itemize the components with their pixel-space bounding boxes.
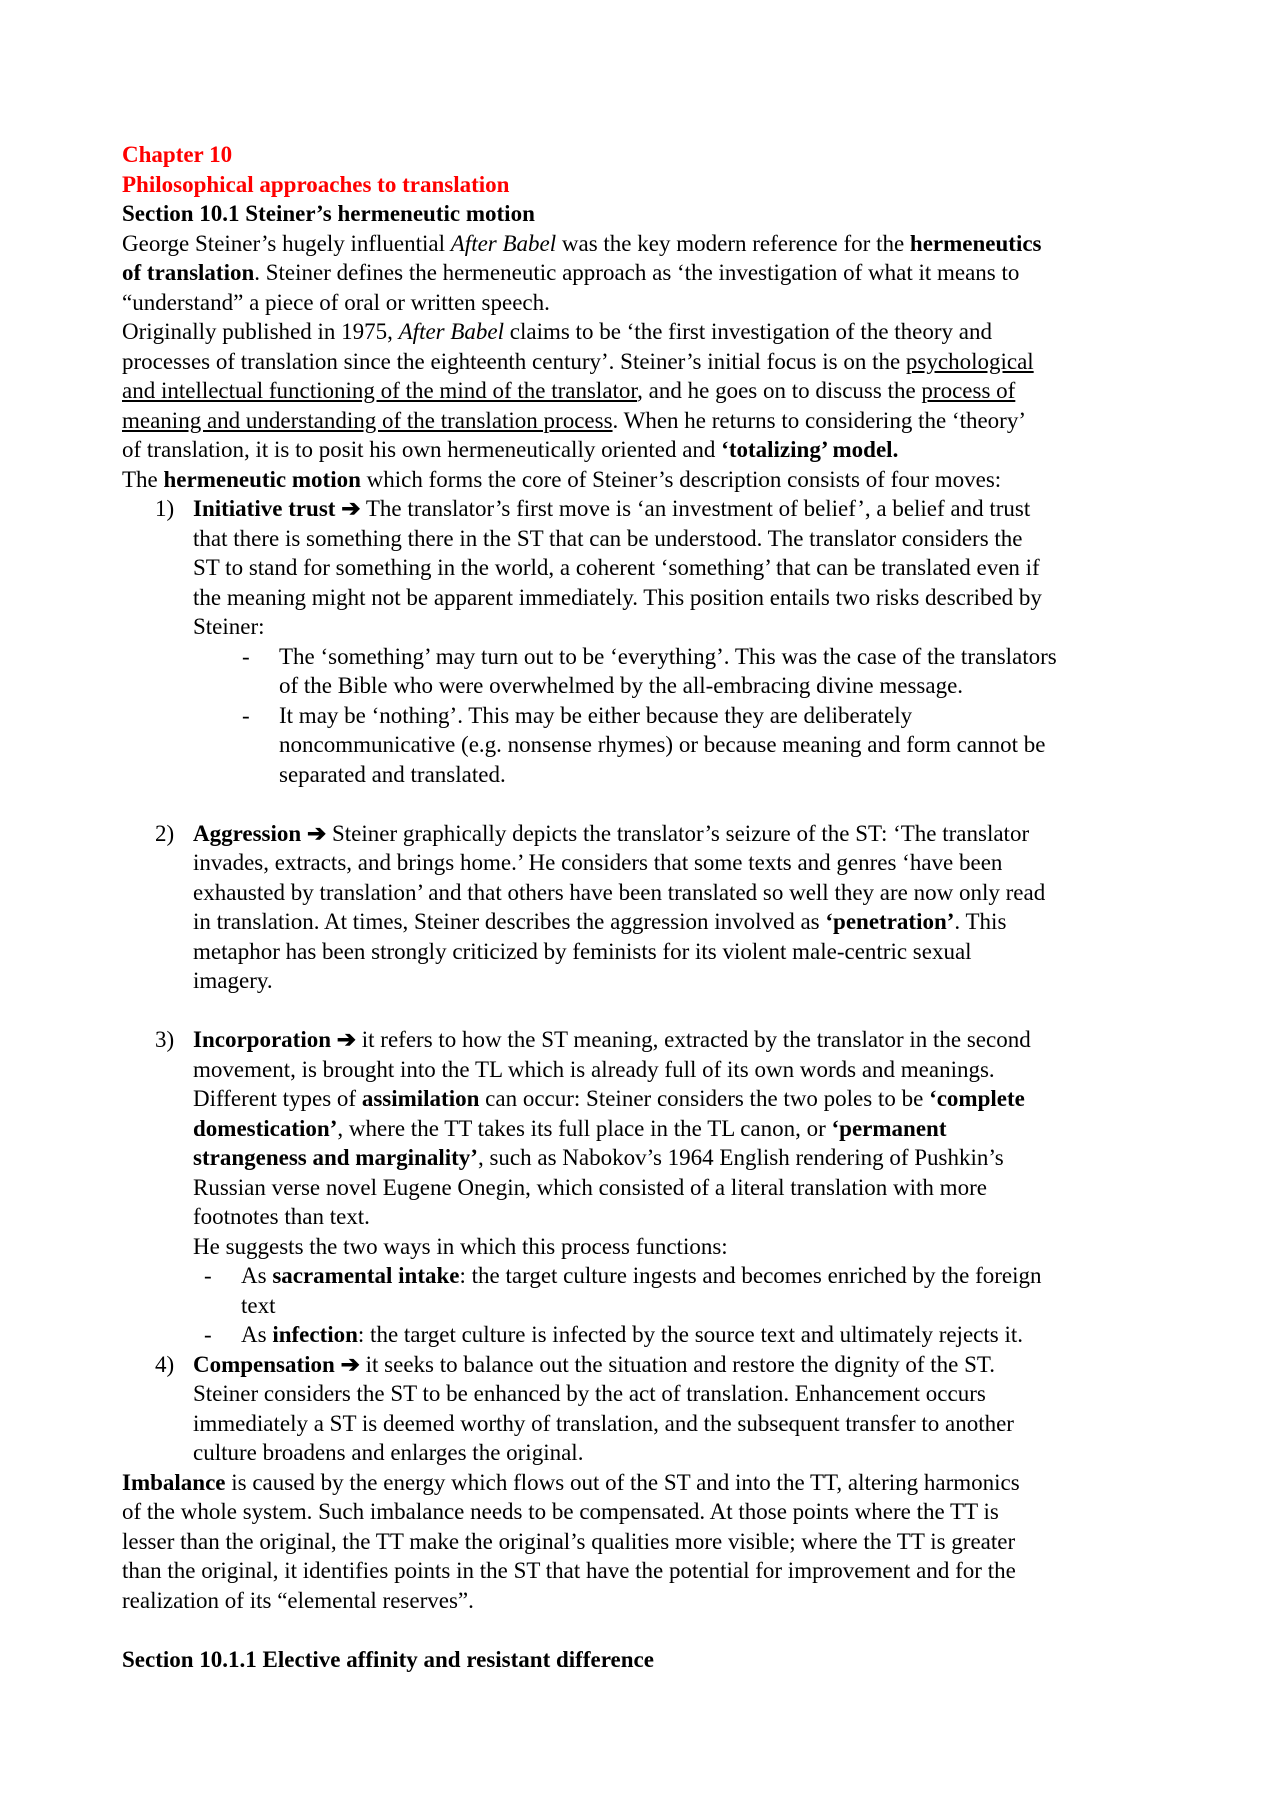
text-line: [122, 229, 1202, 259]
bold-text: Initiative trust ➔: [193, 496, 361, 521]
chapter-subtitle: [122, 170, 1202, 200]
text-run: processes of translation since the eighteenth century’. Steiner’s initial focus is on the: [122, 348, 906, 374]
text-run: than the original, it identifies points in the ST that have the potential for improvement and for the: [122, 1558, 1016, 1583]
text-line: [279, 642, 1202, 672]
underlined-text: process of: [921, 378, 1016, 403]
bold-text: assimilation: [361, 1086, 480, 1111]
bold-text: ‘permanent: [831, 1115, 947, 1141]
text-line: [122, 317, 1202, 347]
text-line: [122, 258, 1202, 288]
italic-text: After Babel: [398, 319, 505, 344]
text-line: [193, 1379, 1202, 1409]
bold-text: hermeneutics: [909, 230, 1042, 256]
text-line: [193, 1438, 1202, 1468]
text-line: [193, 553, 1202, 583]
underlined-text: meaning and understanding of the translation process: [122, 407, 613, 433]
text-line: [193, 1350, 1202, 1380]
text-line: [193, 1114, 1202, 1144]
blank-line: [122, 996, 1202, 1026]
bold-text: Aggression ➔: [193, 820, 327, 846]
text-run: , such as Nabokov’s 1964 English rendering of Pushkin’s: [477, 1145, 1004, 1170]
text-run: of the whole system. Such imbalance needs to be compensated. At those points where the TT is: [122, 1499, 999, 1524]
paragraph: [122, 465, 1202, 495]
list-number: 1): [155, 496, 175, 521]
text-line: [122, 347, 1202, 377]
text-run: . This: [954, 909, 1007, 934]
text-run: Steiner:: [193, 614, 265, 639]
text-line: [122, 1497, 1202, 1527]
text-run: that there is something there in the ST that can be understood. The translator considers the: [193, 525, 1023, 551]
text-run: of the Bible who were overwhelmed by the all-embracing divine message.: [279, 673, 964, 698]
bold-text: strangeness and marginality’: [193, 1145, 478, 1170]
text-line: [122, 435, 1202, 465]
bold-text: hermeneutic motion: [163, 466, 361, 492]
text-line: [241, 1291, 1202, 1321]
list-item-compensation: [122, 1350, 1202, 1468]
text-line: [193, 848, 1202, 878]
text-run: which forms the core of Steiner’s description consists of four moves:: [360, 466, 1002, 492]
text-run: Different types of: [193, 1086, 362, 1111]
text-line: [193, 524, 1202, 554]
section-heading: [122, 199, 1202, 229]
text-run: it seeks to balance out the situation and restore the dignity of the ST.: [359, 1351, 995, 1377]
text-line: [122, 170, 1202, 200]
text-line: [122, 376, 1202, 406]
text-run: “understand” a piece of oral or written speech.: [122, 289, 550, 315]
text-run: lesser than the original, the TT make the original’s qualities more visible; where the TT is greater: [122, 1528, 1016, 1554]
bold-text: infection: [272, 1322, 358, 1347]
text-run: is caused by the energy which flows out of the ST and into the TT, altering harmonics: [225, 1469, 1020, 1495]
text-run: As: [241, 1322, 273, 1347]
text-run: : the target culture is infected by the source text and ultimately rejects it.: [357, 1322, 1023, 1347]
text-line: [193, 1143, 1202, 1173]
text-line: [122, 199, 1202, 229]
text-line: [193, 1084, 1202, 1114]
list-number: 3): [155, 1027, 175, 1052]
text-line: [193, 1055, 1202, 1085]
blank-line: [122, 789, 1202, 819]
text-run: culture broadens and enlarges the original.: [193, 1440, 584, 1465]
text-line: [122, 1645, 1202, 1675]
text-line: [193, 583, 1202, 613]
text-run: The translator’s first move is ‘an investment of belief’, a belief and trust: [360, 496, 1031, 521]
sub-list-item: [122, 701, 1202, 790]
indented-paragraph: [122, 1232, 1202, 1262]
text-run: imagery.: [193, 968, 273, 993]
bold-text: sacramental intake: [272, 1263, 460, 1288]
text-run: . When he returns to considering the ‘theory’: [612, 407, 1026, 433]
text-run: Chapter 10: [122, 142, 233, 167]
text-line: [193, 878, 1202, 908]
bullet-dash: -: [204, 1263, 212, 1288]
text-run: immediately a ST is deemed worthy of translation, and the subsequent transfer to another: [193, 1410, 1014, 1436]
text-line: [122, 1527, 1202, 1557]
text-run: can occur: Steiner considers the two poles to be: [479, 1086, 930, 1111]
bold-text: ‘penetration’: [825, 909, 955, 934]
bold-text: Imbalance: [122, 1469, 226, 1495]
subsection-heading: [122, 1645, 1202, 1675]
text-run: , and he goes on to discuss the: [637, 378, 922, 403]
text-line: [193, 1025, 1202, 1055]
text-run: of translation, it is to posit his own hermeneutically oriented and: [122, 437, 722, 462]
text-line: [193, 1409, 1202, 1439]
bullet-dash: -: [204, 1322, 212, 1347]
text-run: The: [122, 466, 164, 492]
text-line: [193, 937, 1202, 967]
bullet-dash: -: [242, 643, 250, 669]
list-item-aggression: [122, 819, 1202, 996]
text-line: [279, 730, 1202, 760]
text-run: invades, extracts, and brings home.’ He considers that some texts and genres ‘have been: [193, 850, 1003, 875]
bold-text: Compensation ➔: [193, 1351, 360, 1377]
text-line: [122, 140, 1202, 170]
text-line: [279, 701, 1202, 731]
text-run: Section 10.1.1 Elective affinity and resistant difference: [122, 1646, 654, 1672]
text-line: [122, 1586, 1202, 1616]
list-item-initiative-trust: [122, 494, 1202, 642]
list-number: 2): [155, 820, 175, 846]
bold-text: ‘complete: [929, 1086, 1025, 1111]
text-line: [193, 1173, 1202, 1203]
text-run: : the target culture ingests and becomes enriched by the foreign: [459, 1263, 1042, 1288]
bold-text: ‘totalizing’ model.: [721, 437, 899, 462]
text-line: [193, 612, 1202, 642]
text-run: Section 10.1 Steiner’s hermeneutic motion: [122, 201, 535, 226]
text-run: in translation. At times, Steiner describes the aggression involved as: [193, 909, 826, 934]
text-run: exhausted by translation’ and that others have been translated so well they are now only read: [193, 879, 1046, 905]
text-run: As: [241, 1263, 273, 1288]
text-run: footnotes than text.: [193, 1204, 370, 1229]
text-line: [122, 1468, 1202, 1498]
text-run: the meaning might not be apparent immediately. This position entails two risks described by: [193, 584, 1042, 610]
sub-list-item: [122, 1261, 1202, 1320]
bold-text: of translation: [122, 260, 255, 285]
text-run: George Steiner’s hugely influential: [122, 230, 451, 256]
underlined-text: psychological: [905, 348, 1034, 374]
text-run: text: [241, 1292, 276, 1318]
text-run: Steiner considers the ST to be enhanced by the act of translation. Enhancement occurs: [193, 1381, 986, 1406]
paragraph: [122, 317, 1202, 465]
text-run: The ‘something’ may turn out to be ‘everything’. This was the case of the translators: [279, 643, 1057, 669]
text-line: [193, 1202, 1202, 1232]
text-line: [122, 406, 1202, 436]
text-run: separated and translated.: [279, 761, 506, 787]
text-line: [279, 671, 1202, 701]
sub-list-item: [122, 642, 1202, 701]
text-run: noncommunicative (e.g. nonsense rhymes) or because meaning and form cannot be: [279, 732, 1046, 757]
underlined-text: and intellectual functioning of the mind of the translator: [122, 378, 638, 403]
text-run: movement, is brought into the TL which is already full of its own words and meanings.: [193, 1056, 995, 1082]
sub-list-item: [122, 1320, 1202, 1350]
italic-text: After Babel: [450, 230, 557, 256]
document-page: [122, 140, 1202, 1674]
list-item-incorporation: [122, 1025, 1202, 1232]
text-line: [122, 465, 1202, 495]
text-line: [279, 760, 1202, 790]
text-run: , where the TT takes its full place in the TL canon, or: [337, 1115, 832, 1141]
text-run: it refers to how the ST meaning, extracted by the translator in the second: [356, 1027, 1031, 1052]
text-line: [122, 288, 1202, 318]
text-run: Philosophical approaches to translation: [122, 171, 510, 197]
blank-line: [122, 1615, 1202, 1645]
text-run: claims to be ‘the first investigation of the theory and: [504, 319, 993, 344]
text-line: [193, 907, 1202, 937]
bullet-dash: -: [242, 702, 250, 728]
text-run: ST to stand for something in the world, a coherent ‘something’ that can be translated even if: [193, 555, 1040, 580]
bold-text: Incorporation ➔: [193, 1027, 357, 1052]
text-run: He suggests the two ways in which this process functions:: [193, 1233, 728, 1259]
text-run: Originally published in 1975,: [122, 319, 399, 344]
text-line: [193, 819, 1202, 849]
text-line: [122, 1556, 1202, 1586]
text-line: [241, 1261, 1202, 1291]
text-line: [193, 966, 1202, 996]
bold-text: domestication’: [193, 1115, 338, 1141]
text-run: It may be ‘nothing’. This may be either because they are deliberately: [279, 702, 913, 728]
list-number: 4): [155, 1351, 175, 1377]
text-run: metaphor has been strongly criticized by feminists for its violent male-centric sexual: [193, 938, 972, 964]
text-run: Steiner graphically depicts the translator’s seizure of the ST: ‘The translator: [326, 820, 1030, 846]
text-line: [193, 1232, 1202, 1262]
text-run: Russian verse novel Eugene Onegin, which consisted of a literal translation with more: [193, 1174, 987, 1200]
chapter-title: [122, 140, 1202, 170]
paragraph: [122, 229, 1202, 318]
text-line: [193, 494, 1202, 524]
text-run: . Steiner defines the hermeneutic approach as ‘the investigation of what it means to: [254, 260, 1020, 285]
paragraph: [122, 1468, 1202, 1616]
text-run: realization of its “elemental reserves”.: [122, 1587, 474, 1613]
text-line: [241, 1320, 1202, 1350]
text-run: was the key modern reference for the: [556, 230, 910, 256]
